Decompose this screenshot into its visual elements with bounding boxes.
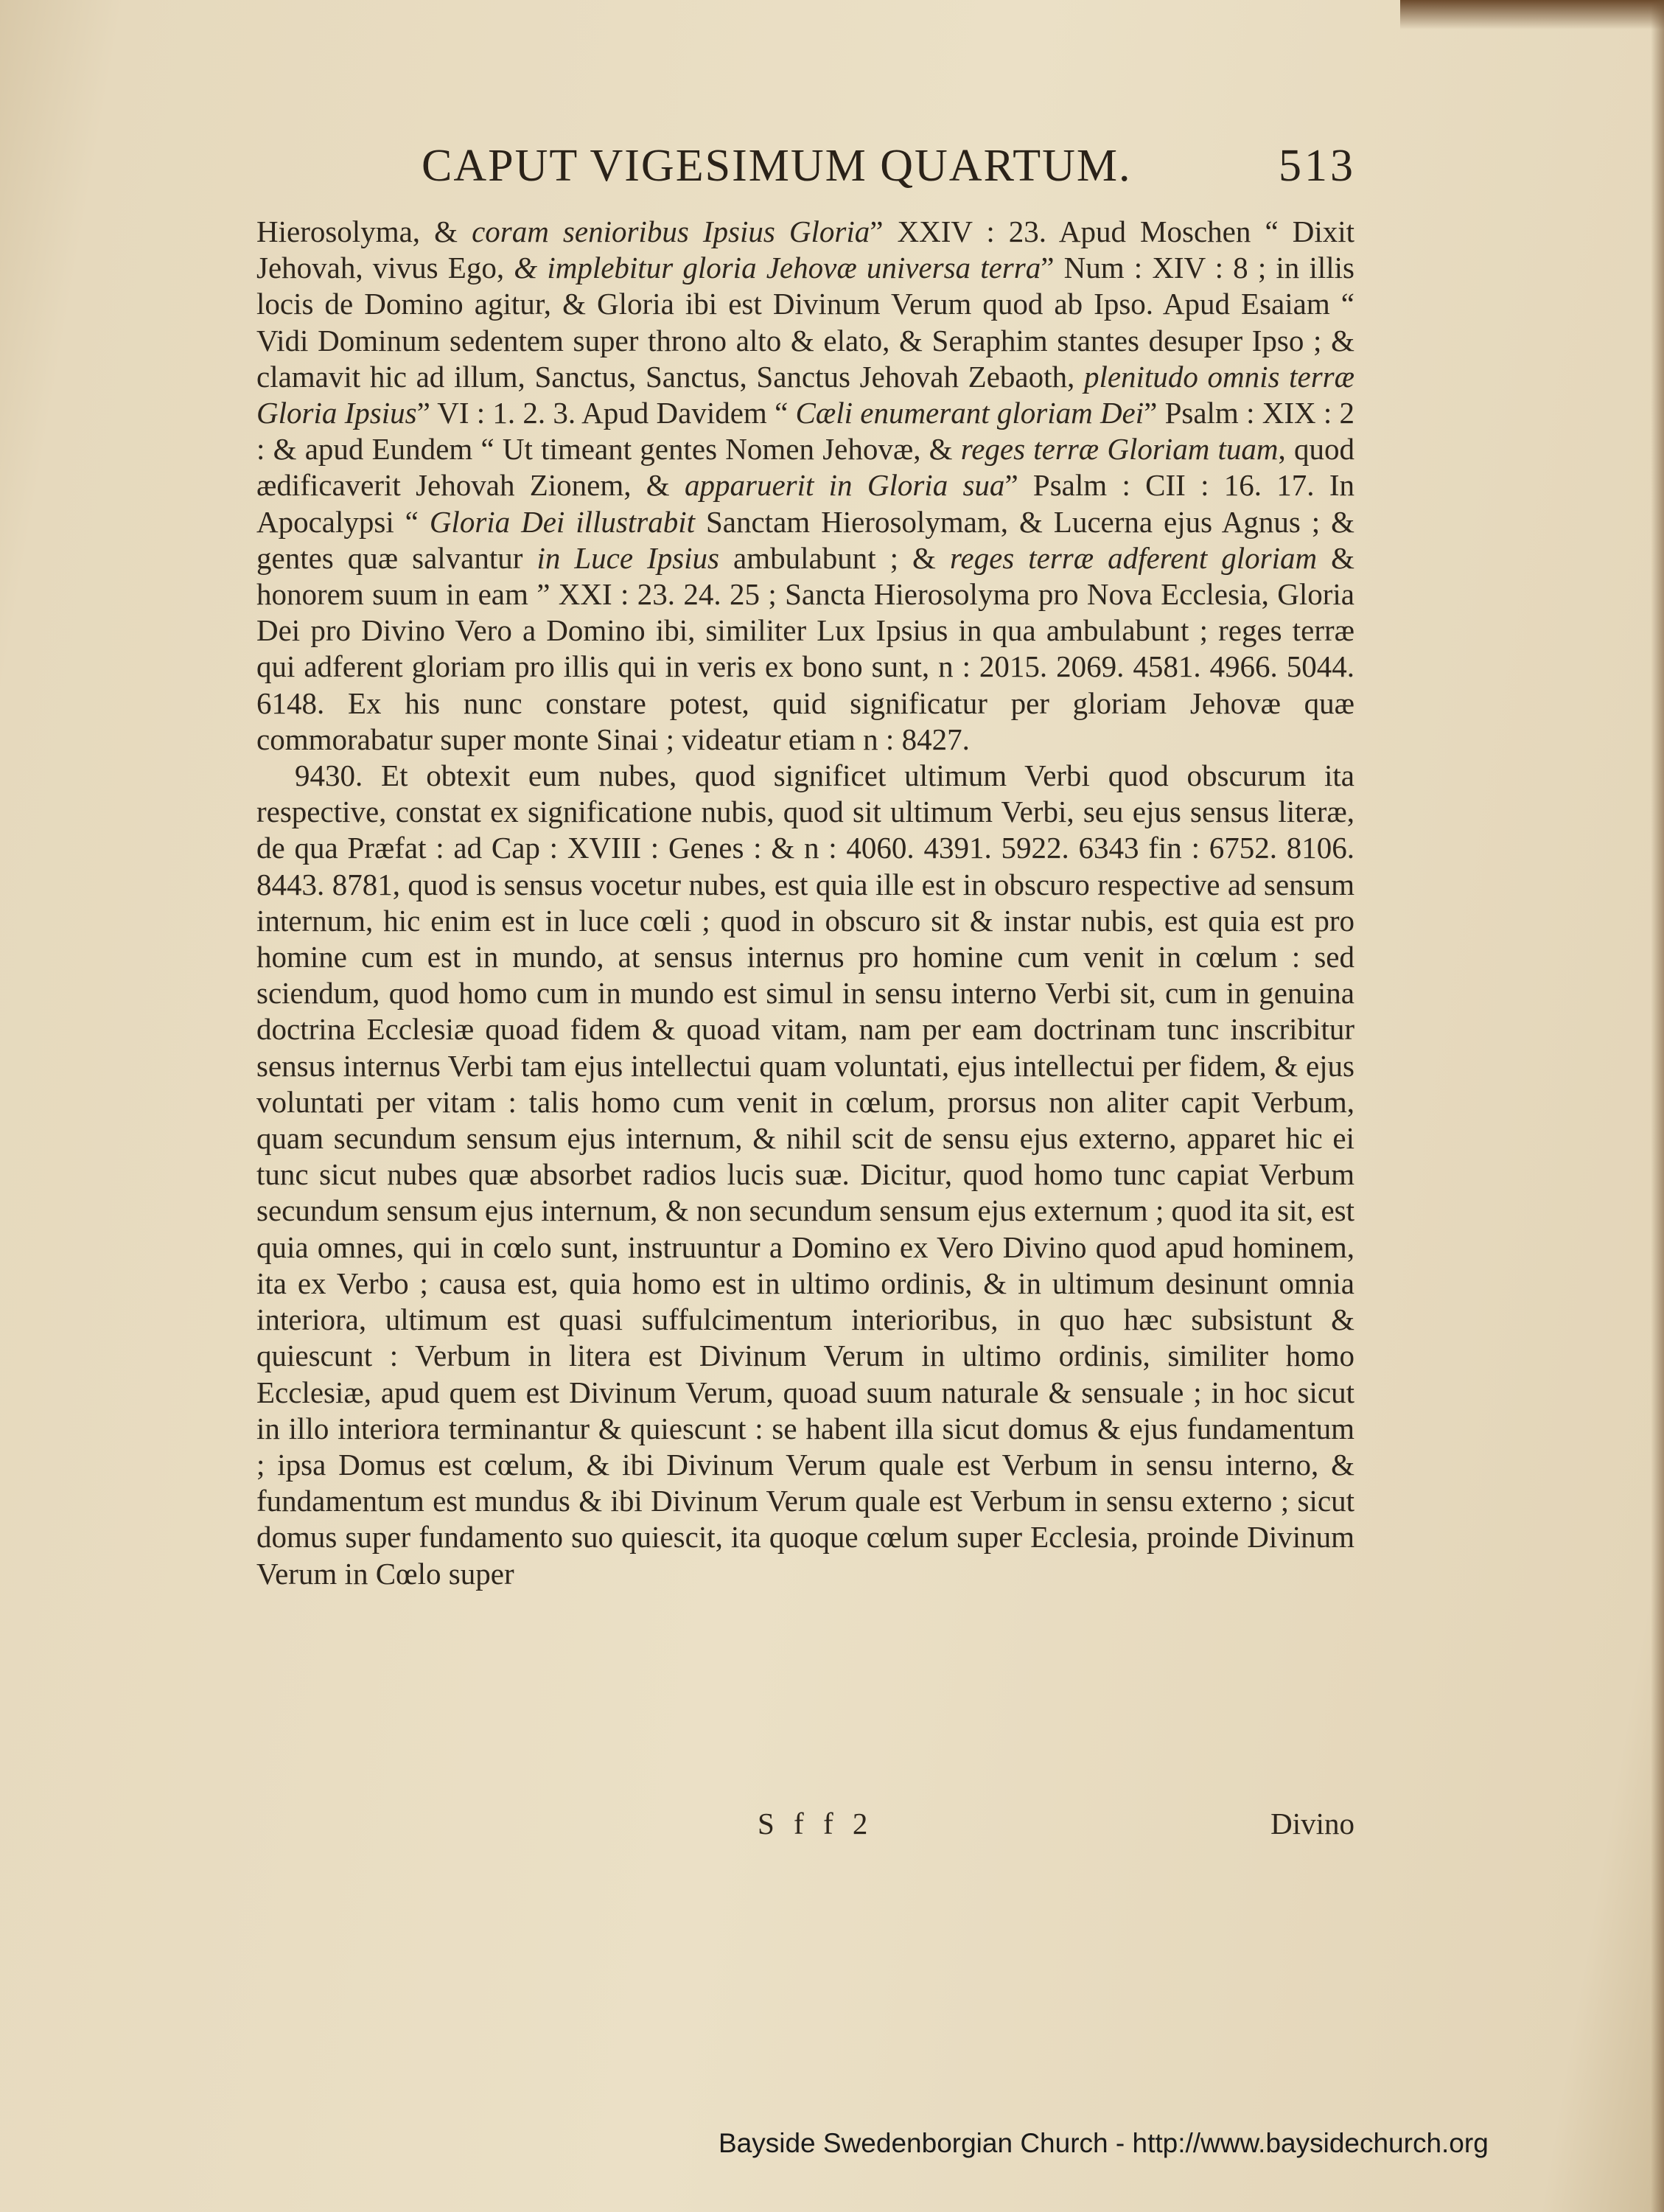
watermark-text: Bayside Swedenborgian Church - http://www.baysidechurch.org	[719, 2128, 1489, 2158]
italic-run: plenitudo omnis terræ Gloria Ipsius	[256, 359, 1354, 430]
text-run: ” Psalm : XIX : 2 : & apud Eundem “ Ut timeant gentes Nomen Jehovæ, &	[256, 396, 1354, 467]
page-edge-shadow	[1400, 0, 1664, 29]
italic-run: in Luce Ipsius	[536, 540, 720, 575]
text-run: , quod ædificaverit Jehovah Zionem, &	[256, 432, 1355, 503]
signature-mark: S f f 2	[758, 1807, 874, 1841]
italic-run: coram senioribus Ipsius Gloria	[472, 214, 870, 248]
catchword: Divino	[1270, 1807, 1354, 1841]
italic-run: Cæli enumerant gloriam Dei	[795, 396, 1144, 430]
page-number: 513	[1279, 141, 1356, 191]
running-head: CAPUT VIGESIMUM QUARTUM.	[422, 141, 1132, 191]
page-header	[258, 140, 1356, 214]
text-run: Sanctam Hierosolymam, & Lucerna ejus Agnus ; & gentes quæ salvantur	[256, 504, 1354, 575]
text-run: Hierosolyma, &	[256, 214, 472, 248]
paragraph-9430: 9430. Et obtexit eum nubes, quod significet ultimum Verbi quod obscurum ita respective, constat ex significatione nubis, quod sit ultimum Verbi, seu ejus sensus literæ, de qua Præfat : ad Cap : XVIII : Genes : & n : 4060. 4391. 5922. 6343 fin : 6752. 8106. 8443. 8781, quod is sensus vocetur nubes, est quia ille est in obscuro respective ad sensum internum, hic enim est in luce cœli ; quod in obscuro sit & instar nubis, est quia est pro homine cum est in mundo, at sensus internus pro homine cum venit in cœlum : sed sciendum, quod homo cum in mundo est simul in sensu interno Verbi sit, cum in genuina doctrina Ecclesiæ quoad fidem & quoad vitam, nam per eam doctrinam tunc inscribitur sensus internus Verbi tam ejus intellectui quam voluntati, ejus intellectui per fidem, & ejus voluntati per vitam : talis homo cum venit in cœlum, prorsus non aliter capit Verbum, quam secundum sensum ejus internum, & nihil scit de sensu ejus externo, apparet hic ei tunc sicut nubes quæ absorbet radios lucis suæ. Dicitur, quod homo tunc capiat Verbum secundum sensum ejus internum, & non secundum sensum ejus externum ; quod ita sit, est quia omnes, qui in cœlo sunt, instruuntur a Domino ex Vero Divino quod apud hominem, ita ex Verbo ; causa est, quia homo est in ultimo ordinis, & in ultimum desinunt omnia interiora, ultimum est quasi suffulcimentum interioribus, in quo hæc subsistunt & quiescunt : Verbum in litera est Divinum Verum in ultimo ordinis, similiter homo Ecclesiæ, apud quem est Divinum Verum, quoad suum naturale & sensuale ; in hoc sicut in illo interiora terminantur & quiescunt : se habent illa sicut domus & ejus fundamentum ; ipsa Domus est cœlum, & ibi Divinum Verum quale est Verbum in sensu interno, & fundamentum est mundus & ibi Divinum Verum quale est Verbum in sensu externo ; sicut domus super fundamento suo quiescit, ita quoque cœlum super Ecclesia, proinde Divinum Verum in Cœlo super	[256, 758, 1354, 1591]
italic-run: reges terræ adferent gloriam	[949, 540, 1318, 575]
text-run: ” Psalm : CII : 16. 17. In Apocalypsi “	[256, 468, 1354, 539]
text-run: ” VI : 1. 2. 3. Apud Davidem “	[416, 396, 796, 430]
page-footer	[256, 1806, 1354, 1850]
italic-run: & implebitur gloria Jehovæ universa terra	[514, 251, 1041, 285]
body-text	[256, 214, 1354, 1592]
text-run: ambulabunt ; &	[719, 540, 950, 575]
italic-run: reges terræ Gloriam tuam	[960, 432, 1279, 467]
text-run: & honorem suum in eam ” XXI : 23. 24. 25 ; Sancta Hierosolyma pro Nova Ecclesia, Gloria Dei pro Divino Vero a Domino ibi, similiter Lux Ipsius in qua ambulabunt ; reges terræ qui adferent gloriam pro illis qui in veris ex bono sunt, n : 2015. 2069. 4581. 4966. 5044. 6148. Ex his nunc constare potest, quid significatur per gloriam Jehovæ quæ commorabatur super monte Sinai ; videatur etiam n : 8427.	[256, 540, 1354, 756]
page-edge-right	[1651, 0, 1664, 2212]
paragraph-continued	[256, 214, 1354, 758]
text-run: ” Num : XIV : 8 ; in illis locis de Domino agitur, & Gloria ibi est Divinum Verum quod ab Ipso. Apud Esaiam “ Vidi Dominum sedentem super throno alto & elato, & Seraphim stantes desuper Ipso ; & clamavit hic ad illum, Sanctus, Sanctus, Sanctus Jehovah Zebaoth,	[256, 251, 1354, 394]
text-run: ” XXIV : 23. Apud Moschen “ Dixit Jehovah, vivus Ego,	[256, 214, 1354, 285]
italic-run: Gloria Dei illustrabit	[429, 504, 696, 539]
italic-run: apparuerit in Gloria sua	[684, 468, 1005, 503]
